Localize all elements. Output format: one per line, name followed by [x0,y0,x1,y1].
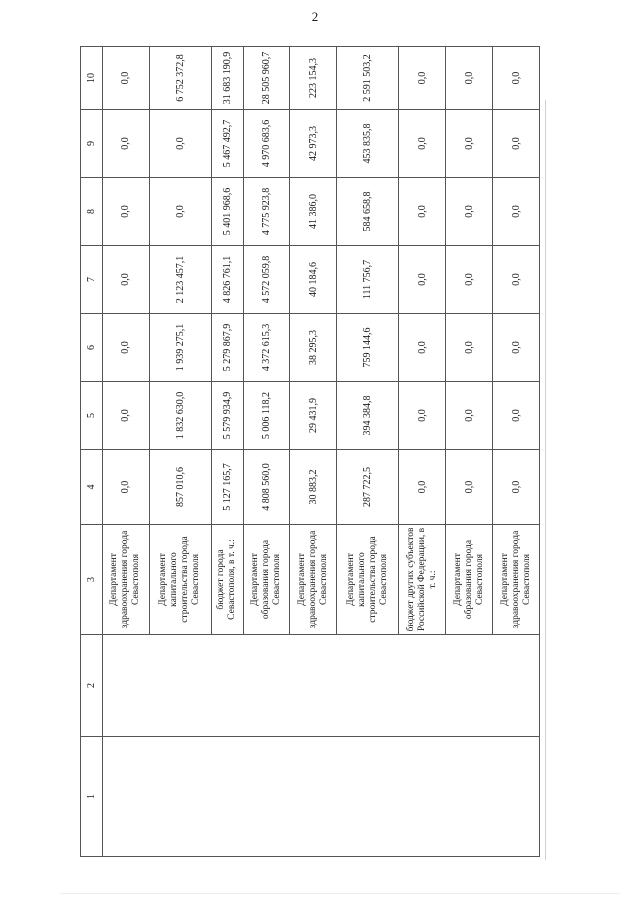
value-cell: 0,0 [399,314,446,382]
table-row [211,47,243,857]
table-row [290,47,337,857]
table-row [446,47,493,857]
value-cell: 0,0 [493,110,540,178]
value-cell: 111 756,7 [337,246,399,314]
value-cell: 0,0 [103,382,150,450]
empty-cell [149,635,211,737]
value-cell: 31 683 190,9 [211,47,243,110]
value-cell: 1 939 275,1 [149,314,211,382]
value-cell: 0,0 [103,178,150,246]
empty-cell [290,635,337,737]
column-header-4: 4 [81,450,103,525]
value-cell: 0,0 [493,178,540,246]
value-cell: 0,0 [149,110,211,178]
table-row [243,47,290,857]
empty-cell [211,635,243,737]
empty-cell [493,737,540,857]
table-row [103,47,150,857]
empty-cell [399,737,446,857]
table-row [399,47,446,857]
value-cell: 0,0 [399,450,446,525]
value-cell: 29 431,9 [290,382,337,450]
table-row [149,47,211,857]
value-cell: 0,0 [446,450,493,525]
value-cell: 0,0 [446,382,493,450]
value-cell: 394 384,8 [337,382,399,450]
value-cell: 0,0 [493,314,540,382]
value-cell: 4 808 560,0 [243,450,290,525]
empty-cell [243,635,290,737]
column-header-2: 2 [81,635,103,737]
value-cell: 0,0 [149,178,211,246]
value-cell: 4 775 923,8 [243,178,290,246]
value-cell: 223 154,3 [290,47,337,110]
column-header-8: 8 [81,178,103,246]
value-cell: 41 386,0 [290,178,337,246]
value-cell: 453 835,8 [337,110,399,178]
value-cell: 0,0 [446,110,493,178]
value-cell: 2 591 503,2 [337,47,399,110]
value-cell: 0,0 [446,246,493,314]
value-cell: 857 010,6 [149,450,211,525]
row-label: Департамент здравоохранения города Севастополя [493,525,540,635]
page-number: 2 [311,9,319,24]
value-cell: 42 973,3 [290,110,337,178]
value-cell: 5 127 165,7 [211,450,243,525]
value-cell: 5 279 867,9 [211,314,243,382]
empty-cell [243,737,290,857]
column-header-3: 3 [81,525,103,635]
column-header-9: 9 [81,110,103,178]
value-cell: 0,0 [493,382,540,450]
value-cell: 4 970 683,6 [243,110,290,178]
scan-artifact-line [545,100,546,860]
value-cell: 5 579 934,9 [211,382,243,450]
row-label: Департамент образования города Севастополя [243,525,290,635]
value-cell: 0,0 [103,110,150,178]
row-label: бюджет города Севастополя, в т. ч.: [211,525,243,635]
value-cell: 0,0 [103,314,150,382]
value-cell: 0,0 [399,47,446,110]
value-cell: 0,0 [103,450,150,525]
empty-cell [446,737,493,857]
value-cell: 0,0 [103,47,150,110]
value-cell: 4 372 615,3 [243,314,290,382]
value-cell: 4 826 761,1 [211,246,243,314]
value-cell: 0,0 [493,246,540,314]
empty-cell [211,737,243,857]
rotated-table-container [80,47,540,857]
value-cell: 287 722,5 [337,450,399,525]
budget-table [80,46,540,857]
value-cell: 28 505 960,7 [243,47,290,110]
value-cell: 5 467 492,7 [211,110,243,178]
value-cell: 2 123 457,1 [149,246,211,314]
empty-cell [399,635,446,737]
column-header-1: 1 [81,737,103,857]
empty-cell [446,635,493,737]
row-label: бюджет других субъектов Российской Федерации, в т. ч.: [399,525,446,635]
value-cell: 0,0 [399,246,446,314]
value-cell: 0,0 [446,178,493,246]
value-cell: 1 832 630,0 [149,382,211,450]
value-cell: 5 006 118,2 [243,382,290,450]
value-cell: 4 572 059,8 [243,246,290,314]
empty-cell [149,737,211,857]
empty-cell [290,737,337,857]
empty-cell [493,635,540,737]
value-cell: 0,0 [399,382,446,450]
table-row [337,47,399,857]
row-label: Департамент здравоохранения города Севастополя [290,525,337,635]
value-cell: 0,0 [493,47,540,110]
value-cell: 0,0 [399,110,446,178]
value-cell: 6 752 372,8 [149,47,211,110]
value-cell: 584 658,8 [337,178,399,246]
value-cell: 0,0 [103,246,150,314]
value-cell: 30 883,2 [290,450,337,525]
row-label: Департамент здравоохранения города Севастополя [103,525,150,635]
empty-cell [103,635,150,737]
value-cell: 0,0 [446,314,493,382]
column-header-10: 10 [81,47,103,110]
scan-artifact-bottom [60,893,620,894]
value-cell: 0,0 [446,47,493,110]
row-label: Департамент капитального строительства города Севастополя [149,525,211,635]
column-header-5: 5 [81,382,103,450]
row-label: Департамент образования города Севастополя [446,525,493,635]
column-header-7: 7 [81,246,103,314]
value-cell: 759 144,6 [337,314,399,382]
header-row [81,47,103,857]
row-label: Департамент капитального строительства города Севастополя [337,525,399,635]
value-cell: 40 184,6 [290,246,337,314]
table-row [493,47,540,857]
value-cell: 5 401 968,6 [211,178,243,246]
column-header-6: 6 [81,314,103,382]
empty-cell [337,635,399,737]
value-cell: 0,0 [399,178,446,246]
empty-cell [103,737,150,857]
value-cell: 0,0 [493,450,540,525]
empty-cell [337,737,399,857]
value-cell: 38 295,3 [290,314,337,382]
